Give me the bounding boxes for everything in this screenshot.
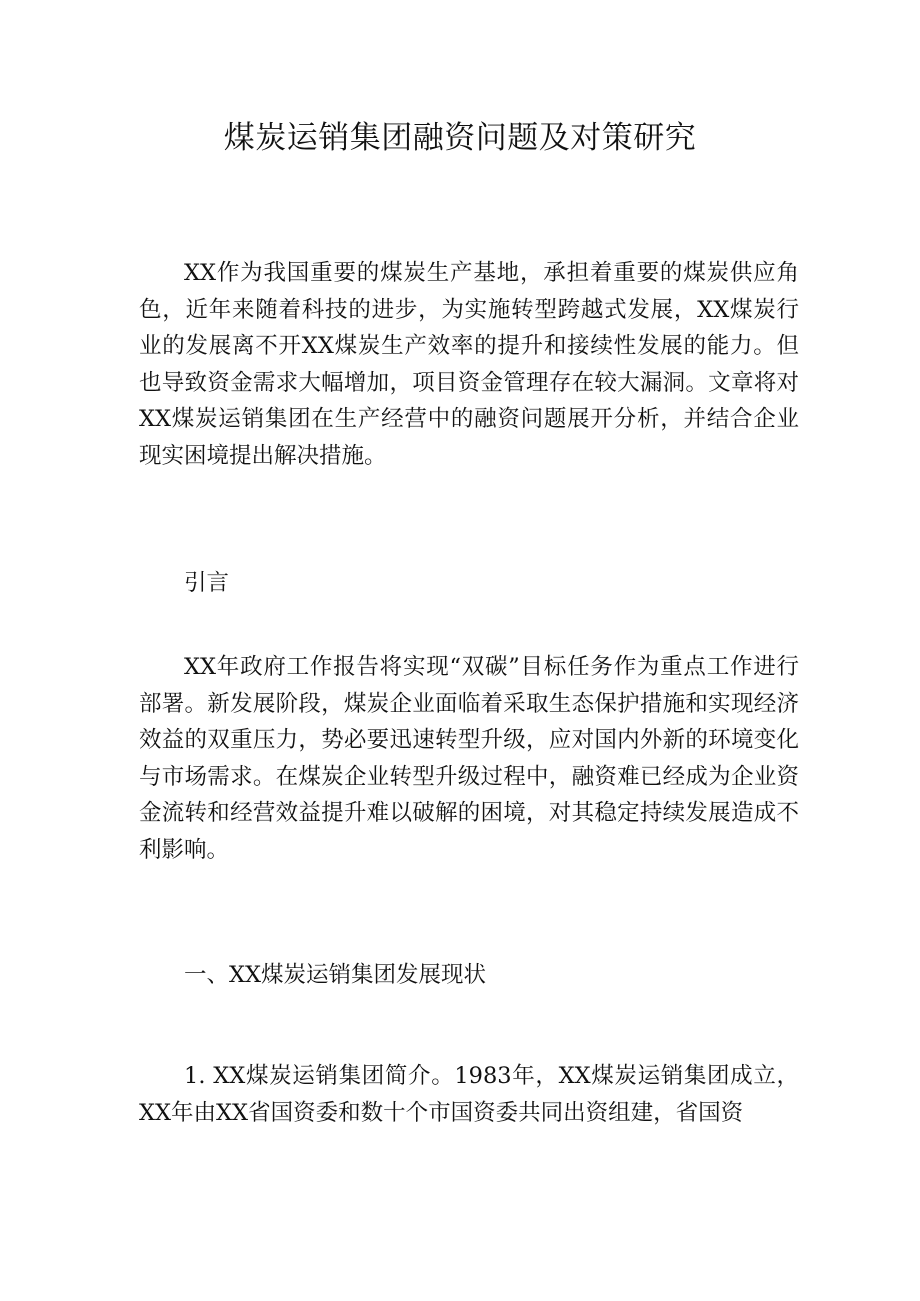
abstract-paragraph: XX作为我国重要的煤炭生产基地，承担着重要的煤炭供应角色，近年来随着科技的进步，为实施转型跨越式发展，XX煤炭行业的发展离不开XX煤炭生产效率的提升和接续性发展的能力。但也导致资金需求大幅增加，项目资金管理存在较大漏洞。文章将对XX煤炭运销集团在生产经营中的融资问题展开分析，并结合企业现实困境提出解决措施。 <box>139 260 799 469</box>
section-1-paragraph: 1. XX煤炭运销集团简介。1983年，XX煤炭运销集团成立，XX年由XX省国资委和数十个市国资委共同出资组建，省国资 <box>139 1063 799 1126</box>
intro-paragraph: XX年政府工作报告将实现“双碳”目标任务作为重点工作进行部署。新发展阶段，煤炭企业面临着采取生态保护措施和实现经济效益的双重压力，势必要迅速转型升级，应对国内外新的环境变化与市场需求。在煤炭企业转型升级过程中，融资难已经成为企业资金流转和经营效益提升难以破解的困境，对其稳定持续发展造成不利影响。 <box>139 654 799 863</box>
section-1-heading: 一、XX煤炭运销集团发展现状 <box>184 962 487 988</box>
document-title: 煤炭运销集团融资问题及对策研究 <box>223 120 697 156</box>
intro-heading: 引言 <box>184 570 230 596</box>
